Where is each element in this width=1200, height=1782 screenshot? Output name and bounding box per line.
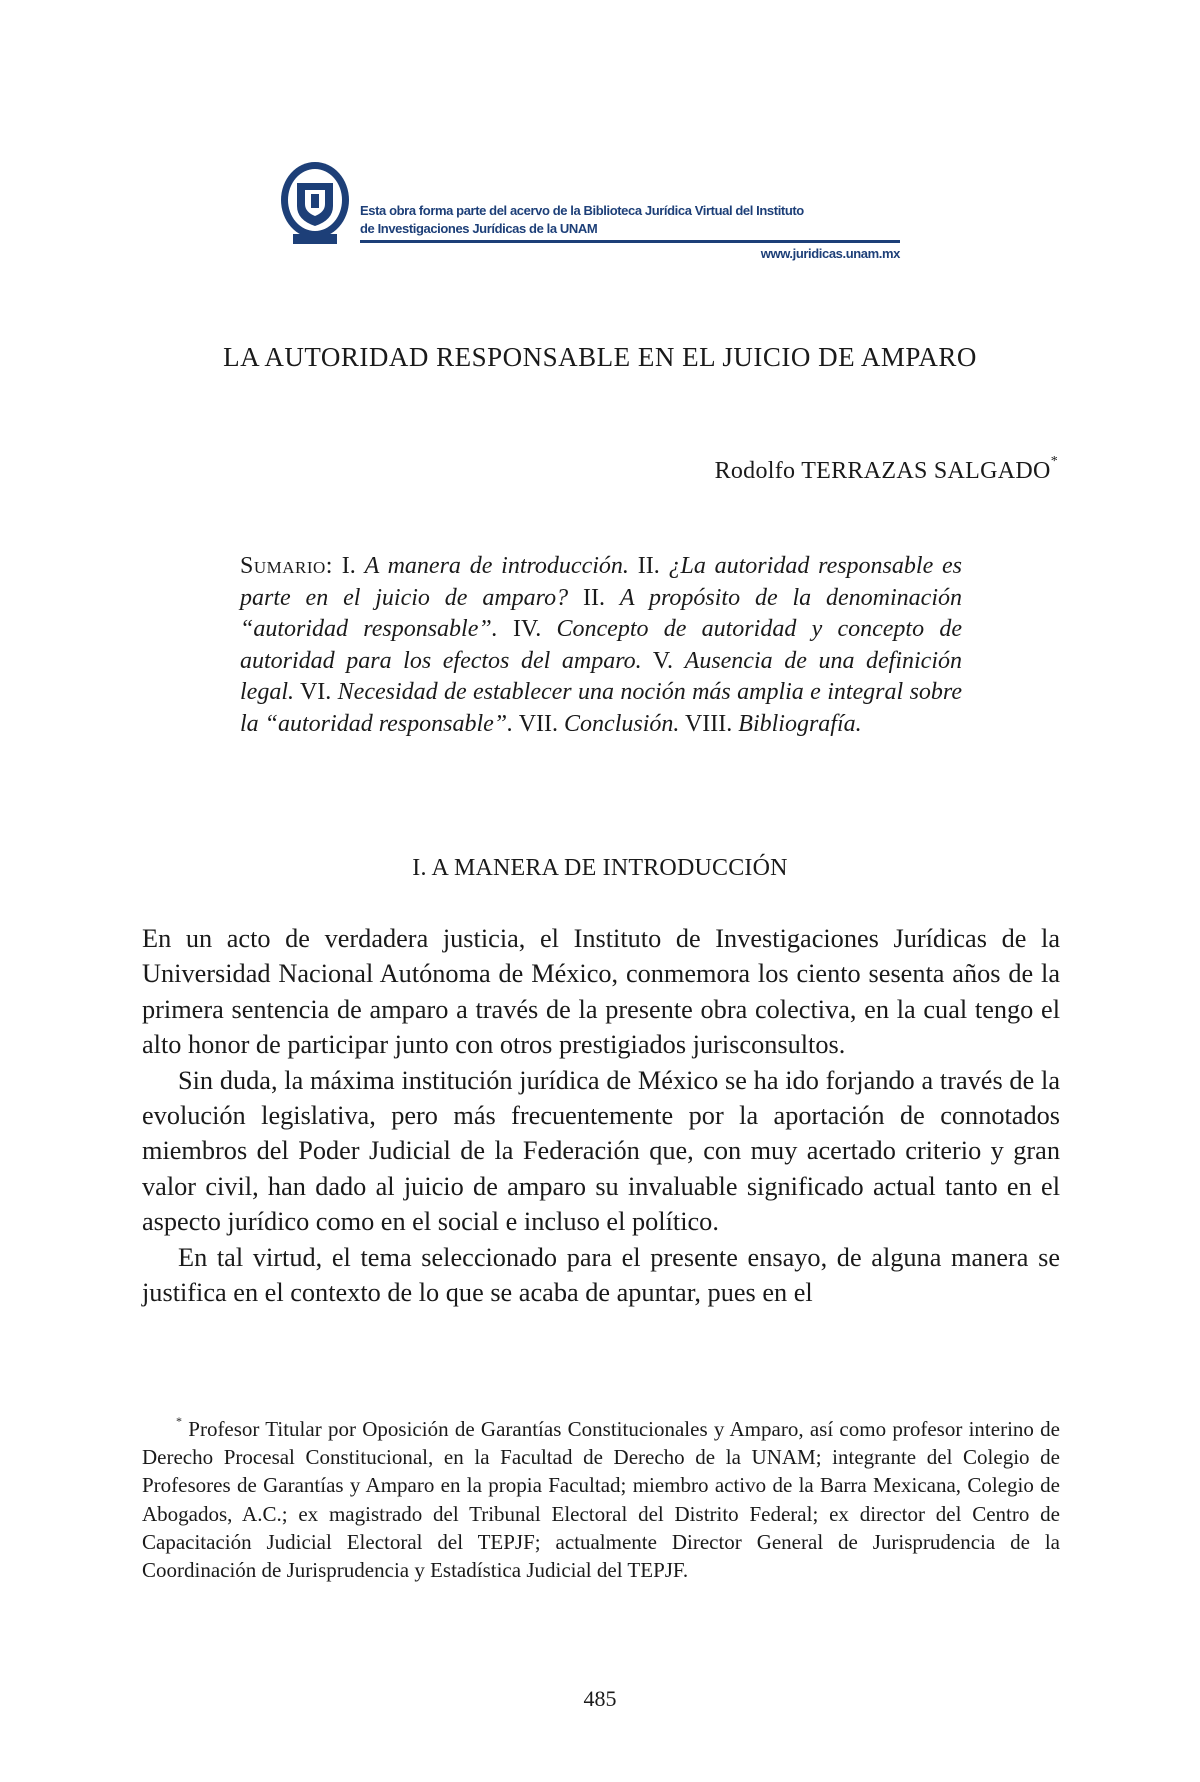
summary-item-num: IV.	[513, 616, 542, 642]
body-paragraph: En un acto de verdadera justicia, el Instituto de Investigaciones Jurídicas de la Universidad Nacional Autónoma de México, conmemora los ciento sesenta años de la primera sentencia de amparo a través de la presente obra colectiva, en la cual tengo el alto honor de participar junto con otros prestigiados jurisconsultos.	[142, 924, 1060, 1060]
article-title: LA AUTORIDAD RESPONSABLE EN EL JUICIO DE AMPARO	[223, 342, 977, 372]
institution-url-link[interactable]: www.juridicas.unam.mx	[760, 246, 900, 261]
footnote-mark: *	[176, 1414, 182, 1428]
summary-label: Sumario:	[240, 553, 333, 579]
page-number: 485	[583, 1686, 617, 1711]
collection-notice-line2: de Investigaciones Jurídicas de la UNAM	[360, 221, 598, 236]
summary-item-title: Necesidad de establecer una noción más amplia e integral sobre la “autoridad responsable”.	[240, 679, 963, 737]
summary-item-num: I.	[341, 553, 356, 579]
institution-header	[275, 158, 905, 268]
summary-item-num: VI.	[299, 679, 332, 705]
unam-seal-icon	[275, 158, 355, 248]
summary-item-title: ¿La autoridad responsable es parte en el juicio de amparo?	[240, 553, 963, 611]
body-paragraph: En tal virtud, el tema seleccionado para el presente ensayo, de alguna manera se justifica en el contexto de lo que se acaba de apuntar, pues en el	[142, 1242, 1060, 1308]
summary-item-title: Conclusión.	[564, 710, 680, 737]
summary-item-num: VII.	[518, 710, 559, 737]
summary-block	[240, 551, 962, 740]
summary-item-num: II.	[637, 553, 660, 579]
collection-notice-line1: Esta obra forma parte del acervo de la Biblioteca Jurídica Virtual del Instituto	[360, 203, 804, 218]
summary-item-title: A manera de introducción.	[364, 553, 629, 579]
author-name: Rodolfo TERRAZAS SALGADO	[714, 458, 1051, 484]
summary-item-num: V.	[652, 647, 674, 674]
summary-item-num: II.	[582, 584, 605, 611]
author-footnote-mark[interactable]: *	[1050, 454, 1058, 469]
summary-item-num: VIII.	[684, 710, 733, 737]
collection-notice	[360, 202, 905, 238]
section-heading: I. A MANERA DE INTRODUCCIÓN	[412, 855, 788, 881]
body-text	[142, 921, 1060, 1310]
author-line	[714, 454, 1058, 485]
body-paragraph: Sin duda, la máxima institución jurídica de México se ha ido forjando a través de la evolución legislativa, pero más frecuentemente por la aportación de connotados miembros del Poder Judicial de la Federación que, con muy acertado criterio y gran valor civil, han dado al juicio de amparo su invaluable significado actual tanto en el aspecto jurídico como en el social e incluso el político.	[142, 1065, 1060, 1237]
summary-item-title: Ausencia de una definición legal.	[240, 647, 962, 705]
footnote-text: Profesor Titular por Oposición de Garantías Constitucionales y Amparo, así como profesor interino de Derecho Procesal Constitucional, en la Facultad de Derecho de la UNAM; integrante del Colegio de Profesores de Garantías y Amparo en la propia Facultad; miembro activo de la Barra Mexicana, Colegio de Abogados, A.C.; ex magistrado del Tribunal Electoral del Distrito Federal; ex director del Centro de Capacitación Judicial Electoral del TEPJF; actualmente Director General de Jurisprudencia de la Coordinación de Jurisprudencia y Estadística Judicial del TEPJF.	[142, 1417, 1060, 1583]
summary-item-title: Bibliografía.	[738, 710, 862, 737]
header-rule	[360, 240, 900, 243]
summary-item-title: A propósito de la denominación “autoridad responsable”.	[240, 584, 962, 642]
footnote	[142, 1410, 1060, 1584]
summary-item-title: Concepto de autoridad y concepto de autoridad para los efectos del amparo.	[240, 616, 963, 674]
